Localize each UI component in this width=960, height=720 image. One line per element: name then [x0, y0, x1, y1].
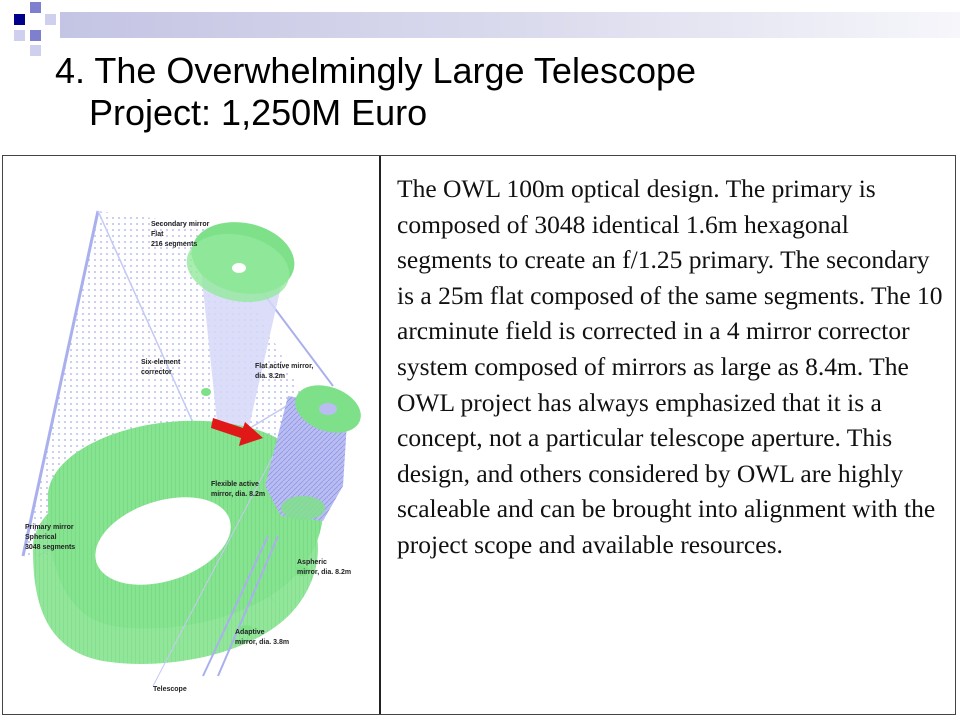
label-adaptive-1: Adaptive: [235, 629, 265, 636]
blue-square: [30, 30, 41, 41]
title-line-1: 4. The Overwhelmingly Large Telescope: [55, 50, 697, 91]
telescope-diagram: [3, 156, 379, 714]
label-aspheric-2: mirror, dia. 8.2m: [297, 569, 352, 576]
caption-text: The OWL 100m optical design. The primary is composed of 3048 identical 1.6m hexagonal segments to create an f/1.25 primary. The secondary is a 25m flat composed of the same segments. The 10 arcminute field is corrected in a 4 mirror corrector system composed of mirrors as large as 8.4m. The OWL project has always emphasized that it is a concept, not a particular telescope aperture. This design, and others considered by OWL are highly scaleable and can be brought into alignment with the project scope and available resources.: [397, 174, 943, 559]
lavender-square: [30, 45, 41, 56]
lavender-square: [14, 30, 25, 41]
label-telescope: Telescope: [153, 686, 187, 693]
label-flat-active-1: Flat active mirror,: [255, 363, 314, 370]
label-adaptive-2: mirror, dia. 3.8m: [235, 639, 290, 646]
title-line-2: Project: 1,250M Euro: [89, 92, 428, 133]
label-secondary-3: 216 segments: [151, 241, 198, 248]
label-six-element-2: corrector: [141, 369, 172, 376]
label-primary-2: Spherical: [25, 534, 57, 541]
label-flexible-2: mirror, dia. 8.2m: [211, 491, 266, 498]
label-primary-3: 3048 segments: [25, 544, 76, 551]
small-mirror: [201, 388, 211, 396]
label-flexible-1: Flexible active: [211, 481, 259, 488]
label-six-element-1: Six-element: [141, 359, 181, 366]
slide-title: [55, 50, 935, 134]
label-aspheric-1: Aspheric: [297, 559, 327, 566]
figure-caption: [397, 171, 947, 563]
title-bar-gradient: [60, 12, 960, 38]
owl-optical-design-figure: [3, 156, 381, 714]
label-flat-active-2: dia. 8.2m: [255, 373, 285, 380]
label-secondary-1: Secondary mirror: [151, 221, 210, 228]
lavender-square: [45, 14, 56, 25]
label-primary-1: Primary mirror: [25, 524, 74, 531]
blue-square: [30, 2, 41, 13]
navy-square: [14, 14, 25, 25]
content-frame: [2, 155, 956, 715]
label-secondary-2: Flat: [151, 231, 164, 238]
